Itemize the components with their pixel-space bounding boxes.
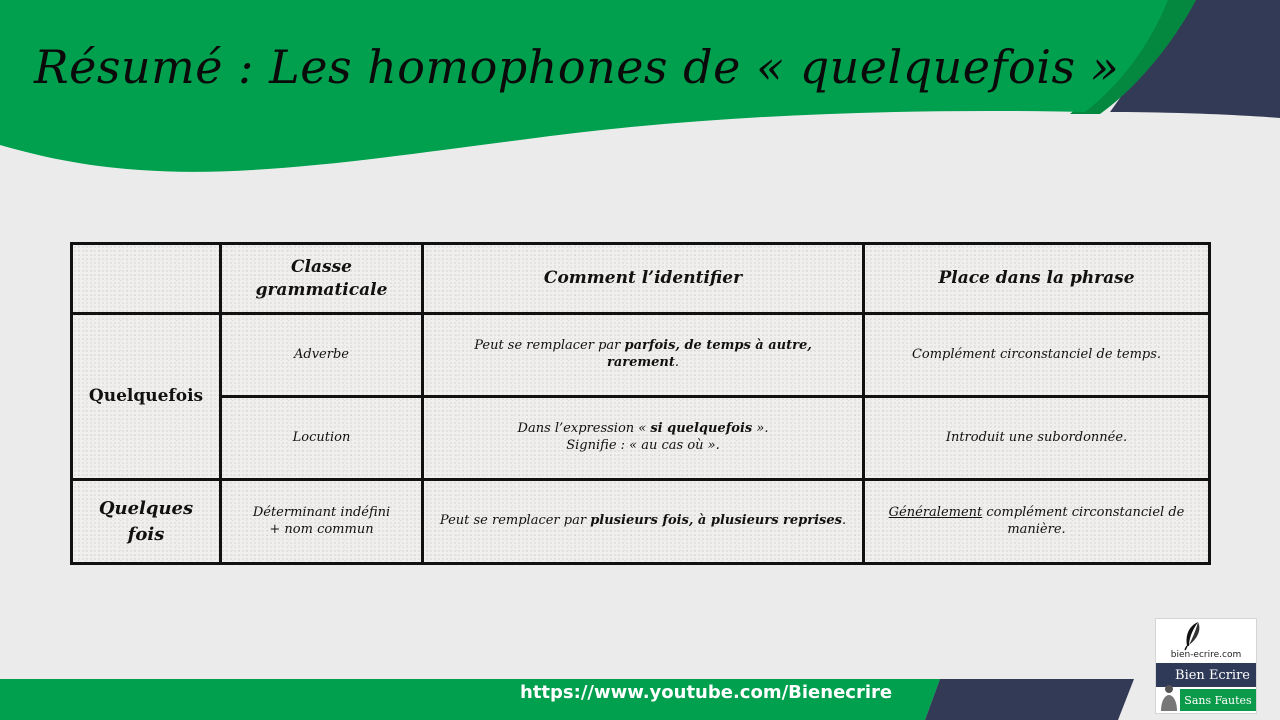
homophones-table xyxy=(70,242,1211,565)
cell-identifier-adverbe xyxy=(424,315,865,398)
identifier-determinant-suffix: . xyxy=(841,513,847,529)
identifier-determinant-prefix: Peut se remplacer par xyxy=(439,513,591,529)
writer-figure-icon xyxy=(1158,683,1180,713)
identifier-adverbe-suffix: . xyxy=(674,355,680,370)
page-title: Résumé : Les homophones de « quelquefois » xyxy=(34,40,1120,94)
header-empty-cell xyxy=(73,245,222,315)
cell-place-locution: Introduit une subordonnée. xyxy=(865,398,1208,481)
header-place-phrase: Place dans la phrase xyxy=(865,245,1208,315)
row-label-quelques-fois-line1: Quelques xyxy=(98,498,194,520)
feather-quill-icon xyxy=(1182,621,1204,651)
header-classe-line1: Classe xyxy=(291,256,352,277)
header-classe-line2: grammaticale xyxy=(255,279,388,300)
logo-line2: Sans Fautes xyxy=(1180,689,1256,711)
cell-classe-adverbe: Adverbe xyxy=(222,315,424,398)
youtube-link[interactable]: https://www.youtube.com/Bienecrire xyxy=(520,682,893,703)
place-determinant-underlined: Généralement xyxy=(888,504,983,520)
identifier-locution-suffix: ». xyxy=(752,421,769,437)
header-classe-grammaticale xyxy=(222,245,424,315)
logo-domain: bien-ecrire.com xyxy=(1170,650,1242,660)
identifier-adverbe-bold: parfois, de temps à autre, rarement xyxy=(606,338,812,370)
cell-classe-determinant xyxy=(222,481,424,562)
classe-determinant-line1: Déterminant indéfini xyxy=(252,504,391,520)
header-comment-identifier: Comment l’identifier xyxy=(424,245,865,315)
identifier-determinant-bold: plusieurs fois, à plusieurs reprises xyxy=(590,513,842,529)
bottom-navy-bar xyxy=(925,679,1134,720)
cell-classe-locution: Locution xyxy=(222,398,424,481)
cell-place-determinant xyxy=(865,481,1208,562)
bien-ecrire-logo xyxy=(1155,618,1257,714)
cell-identifier-determinant xyxy=(424,481,865,562)
classe-determinant-line2: + nom commun xyxy=(269,521,374,537)
logo-line1: Bien Ecrire xyxy=(1156,663,1256,687)
row-label-quelques-fois xyxy=(73,481,222,562)
place-determinant-rest: complément circonstanciel de manière. xyxy=(982,504,1185,537)
cell-identifier-locution xyxy=(424,398,865,481)
identifier-adverbe-prefix: Peut se remplacer par xyxy=(474,338,625,354)
identifier-locution-prefix: Dans l’expression « xyxy=(517,421,651,437)
row-label-quelquefois: Quelquefois xyxy=(73,315,222,481)
identifier-locution-line2: Signifie : « au cas où ». xyxy=(566,438,720,453)
row-label-quelques-fois-line2: fois xyxy=(127,523,165,545)
cell-place-adverbe: Complément circonstanciel de temps. xyxy=(865,315,1208,398)
identifier-locution-bold: si quelquefois xyxy=(650,421,753,437)
